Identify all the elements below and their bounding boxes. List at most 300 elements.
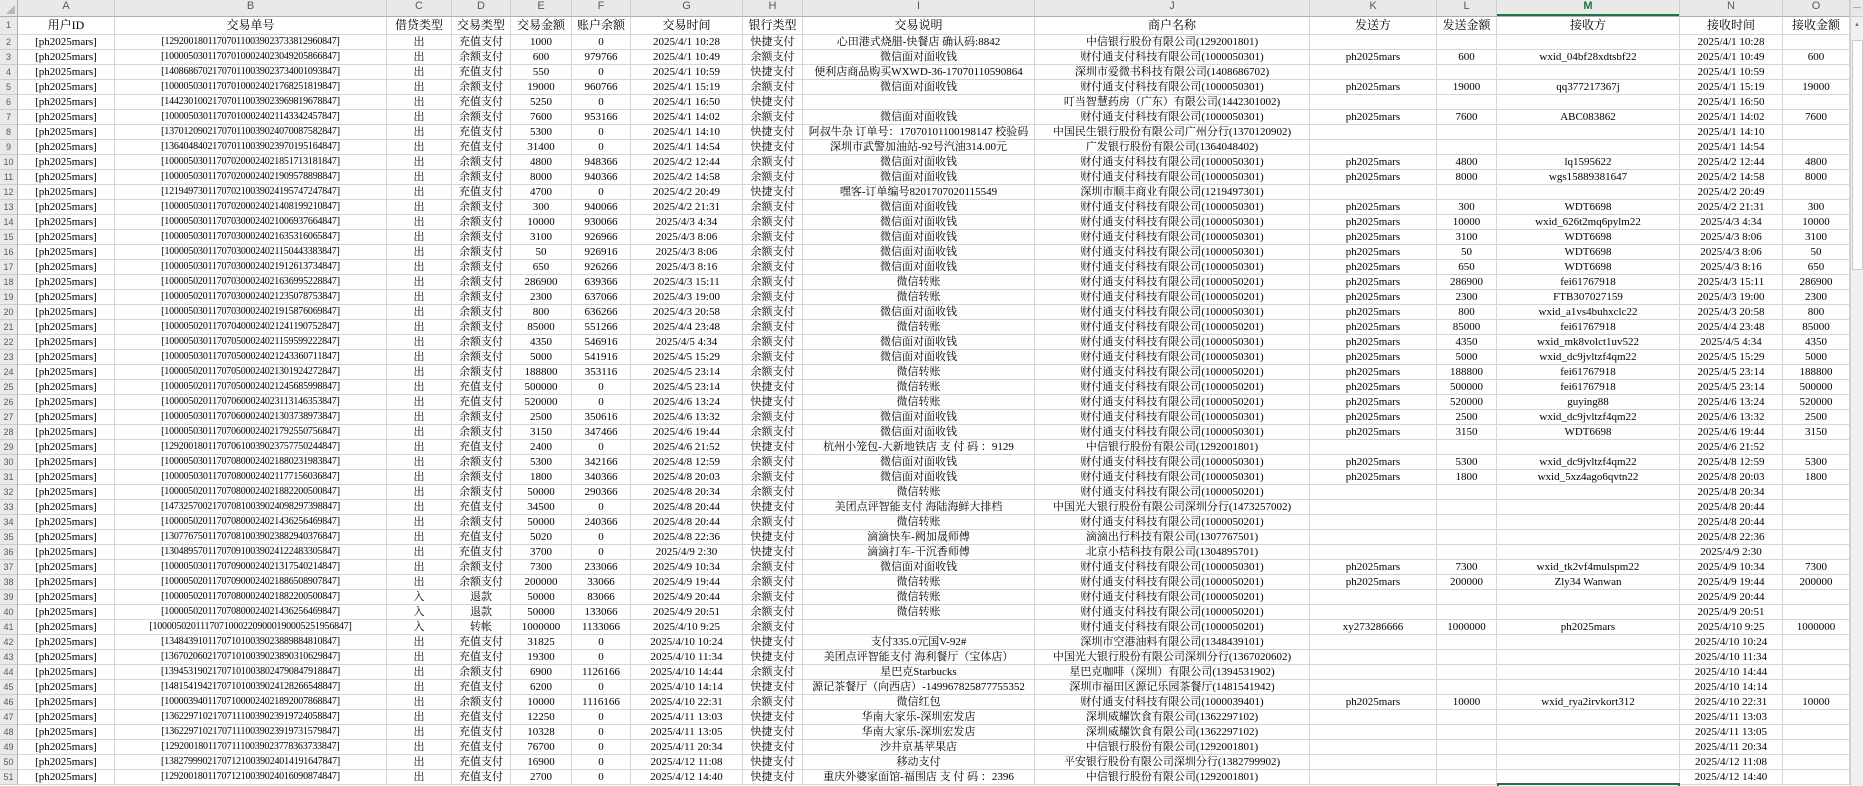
cell-H2[interactable]: 快捷支付 (743, 35, 803, 50)
cell-C15[interactable]: 出 (387, 230, 452, 245)
cell-D47[interactable]: 充值支付 (452, 710, 511, 725)
cell-I46[interactable]: 微信红包 (803, 695, 1035, 710)
cell-C12[interactable]: 出 (387, 185, 452, 200)
cell-H45[interactable]: 快捷支付 (743, 680, 803, 695)
cell-E13[interactable]: 300 (511, 200, 572, 215)
cell-K8[interactable] (1310, 125, 1437, 140)
row-header-25[interactable]: 25 (0, 380, 18, 395)
cell-A41[interactable]: [ph2025mars] (18, 620, 115, 635)
cell-K41[interactable]: xy273286666 (1310, 620, 1437, 635)
cell-A31[interactable]: [ph2025mars] (18, 470, 115, 485)
cell-N46[interactable]: 2025/4/10 22:31 (1680, 695, 1783, 710)
cell-I50[interactable]: 移动支付 (803, 755, 1035, 770)
cell-I42[interactable]: 支付335.0元国V-92# (803, 635, 1035, 650)
cell-J50[interactable]: 平安银行股份有限公司深圳分行(1382799902) (1035, 755, 1310, 770)
cell-L39[interactable] (1437, 590, 1497, 605)
cell-F24[interactable]: 353116 (572, 365, 631, 380)
cell-G41[interactable]: 2025/4/10 9:25 (631, 620, 743, 635)
cell-F47[interactable]: 0 (572, 710, 631, 725)
cell-M21[interactable]: fei61767918 (1497, 320, 1680, 335)
cell-B6[interactable]: [144230100217070110039023969819678847] (115, 95, 387, 110)
cell-M17[interactable]: WDT6698 (1497, 260, 1680, 275)
cell-C6[interactable]: 出 (387, 95, 452, 110)
cell-G43[interactable]: 2025/4/10 11:34 (631, 650, 743, 665)
cell-C10[interactable]: 出 (387, 155, 452, 170)
cell-D21[interactable]: 余额支付 (452, 320, 511, 335)
row-header-42[interactable]: 42 (0, 635, 18, 650)
cell-M36[interactable] (1497, 545, 1680, 560)
cell-A39[interactable]: [ph2025mars] (18, 590, 115, 605)
cell-C36[interactable]: 出 (387, 545, 452, 560)
cell-E47[interactable]: 12250 (511, 710, 572, 725)
cell-E20[interactable]: 800 (511, 305, 572, 320)
cell-E16[interactable]: 50 (511, 245, 572, 260)
cell-N23[interactable]: 2025/4/5 15:29 (1680, 350, 1783, 365)
cell-D16[interactable]: 余额支付 (452, 245, 511, 260)
cell-G31[interactable]: 2025/4/8 20:03 (631, 470, 743, 485)
cell-A42[interactable]: [ph2025mars] (18, 635, 115, 650)
cell-N29[interactable]: 2025/4/6 21:52 (1680, 440, 1783, 455)
cell-B22[interactable]: [100005030117070500024021159599222847] (115, 335, 387, 350)
cell-J4[interactable]: 深圳市爱微书科技有限公司(1408686702) (1035, 65, 1310, 80)
cell-B48[interactable]: [136229710217071110039023919731579847] (115, 725, 387, 740)
cell-O32[interactable] (1783, 485, 1850, 500)
cell-A21[interactable]: [ph2025mars] (18, 320, 115, 335)
cell-E12[interactable]: 4700 (511, 185, 572, 200)
cell-H36[interactable]: 快捷支付 (743, 545, 803, 560)
cell-B34[interactable]: [100005020117070800024021436256469847] (115, 515, 387, 530)
cell-A44[interactable]: [ph2025mars] (18, 665, 115, 680)
cell-O13[interactable]: 300 (1783, 200, 1850, 215)
cell-H16[interactable]: 余额支付 (743, 245, 803, 260)
cell-N21[interactable]: 2025/4/4 23:48 (1680, 320, 1783, 335)
cell-H35[interactable]: 快捷支付 (743, 530, 803, 545)
cell-D18[interactable]: 余额支付 (452, 275, 511, 290)
cell-H21[interactable]: 余额支付 (743, 320, 803, 335)
cell-I9[interactable]: 深圳市武警加油站-92号汽油314.00元 (803, 140, 1035, 155)
cell-M9[interactable] (1497, 140, 1680, 155)
cell-E27[interactable]: 2500 (511, 410, 572, 425)
cell-B35[interactable]: [130776750117070810039023882940376847] (115, 530, 387, 545)
cell-F38[interactable]: 33066 (572, 575, 631, 590)
cell-D45[interactable]: 充值支付 (452, 680, 511, 695)
cell-I40[interactable]: 微信转账 (803, 605, 1035, 620)
cell-E44[interactable]: 6900 (511, 665, 572, 680)
cell-O2[interactable] (1783, 35, 1850, 50)
cell-H8[interactable]: 快捷支付 (743, 125, 803, 140)
cell-C44[interactable]: 出 (387, 665, 452, 680)
cell-G39[interactable]: 2025/4/9 20:44 (631, 590, 743, 605)
cell-O39[interactable] (1783, 590, 1850, 605)
cell-B21[interactable]: [100005020117070400024021241190752847] (115, 320, 387, 335)
cell-G5[interactable]: 2025/4/1 15:19 (631, 80, 743, 95)
cell-A1[interactable]: 用户ID (18, 17, 115, 35)
cell-I19[interactable]: 微信转账 (803, 290, 1035, 305)
cell-L33[interactable] (1437, 500, 1497, 515)
cell-L37[interactable]: 7300 (1437, 560, 1497, 575)
cell-I51[interactable]: 重庆外婆家面馆-福围店 支 付 码 ：2396 (803, 770, 1035, 785)
cell-M29[interactable] (1497, 440, 1680, 455)
cell-K40[interactable] (1310, 605, 1437, 620)
cell-N43[interactable]: 2025/4/10 11:34 (1680, 650, 1783, 665)
cell-K29[interactable] (1310, 440, 1437, 455)
cell-G2[interactable]: 2025/4/1 10:28 (631, 35, 743, 50)
row-header-26[interactable]: 26 (0, 395, 18, 410)
cell-N6[interactable]: 2025/4/1 16:50 (1680, 95, 1783, 110)
cell-D30[interactable]: 余额支付 (452, 455, 511, 470)
cell-H27[interactable]: 余额支付 (743, 410, 803, 425)
cell-M38[interactable]: Zly34 Wanwan (1497, 575, 1680, 590)
cell-A5[interactable]: [ph2025mars] (18, 80, 115, 95)
cell-B28[interactable]: [100005030117070600024021792550756847] (115, 425, 387, 440)
cell-E48[interactable]: 10328 (511, 725, 572, 740)
cell-K26[interactable]: ph2025mars (1310, 395, 1437, 410)
cell-N12[interactable]: 2025/4/2 20:49 (1680, 185, 1783, 200)
cell-B3[interactable]: [100005030117070100024023049205866847] (115, 50, 387, 65)
row-header-47[interactable]: 47 (0, 710, 18, 725)
cell-G28[interactable]: 2025/4/6 19:44 (631, 425, 743, 440)
cell-O1[interactable]: 接收金额 (1783, 17, 1850, 35)
cell-I11[interactable]: 微信面对面收钱 (803, 170, 1035, 185)
cell-F15[interactable]: 926966 (572, 230, 631, 245)
cell-N3[interactable]: 2025/4/1 10:49 (1680, 50, 1783, 65)
cell-J25[interactable]: 财付通支付科技有限公司(1000050201) (1035, 380, 1310, 395)
cell-G33[interactable]: 2025/4/8 20:44 (631, 500, 743, 515)
cell-E14[interactable]: 10000 (511, 215, 572, 230)
cell-G6[interactable]: 2025/4/1 16:50 (631, 95, 743, 110)
cell-L7[interactable]: 7600 (1437, 110, 1497, 125)
cell-F27[interactable]: 350616 (572, 410, 631, 425)
cell-F9[interactable]: 0 (572, 140, 631, 155)
cell-D13[interactable]: 余额支付 (452, 200, 511, 215)
cell-C28[interactable]: 出 (387, 425, 452, 440)
cell-M45[interactable] (1497, 680, 1680, 695)
row-header-14[interactable]: 14 (0, 215, 18, 230)
cell-E39[interactable]: 50000 (511, 590, 572, 605)
cell-F41[interactable]: 1133066 (572, 620, 631, 635)
cell-C34[interactable]: 出 (387, 515, 452, 530)
cell-A25[interactable]: [ph2025mars] (18, 380, 115, 395)
cell-H19[interactable]: 余额支付 (743, 290, 803, 305)
cell-G29[interactable]: 2025/4/6 21:52 (631, 440, 743, 455)
col-header-K[interactable]: K (1310, 0, 1437, 17)
select-all-button[interactable] (0, 0, 18, 17)
cell-M32[interactable] (1497, 485, 1680, 500)
cell-K23[interactable]: ph2025mars (1310, 350, 1437, 365)
cell-A33[interactable]: [ph2025mars] (18, 500, 115, 515)
row-header-46[interactable]: 46 (0, 695, 18, 710)
cell-L43[interactable] (1437, 650, 1497, 665)
cell-B43[interactable]: [136702060217071010039023890310629847] (115, 650, 387, 665)
cell-D23[interactable]: 余额支付 (452, 350, 511, 365)
cell-M14[interactable]: wxid_626t2mq6pylm22 (1497, 215, 1680, 230)
cell-J39[interactable]: 财付通支付科技有限公司(1000050201) (1035, 590, 1310, 605)
cell-I16[interactable]: 微信面对面收钱 (803, 245, 1035, 260)
cell-A36[interactable]: [ph2025mars] (18, 545, 115, 560)
cell-N17[interactable]: 2025/4/3 8:16 (1680, 260, 1783, 275)
cell-M41[interactable]: ph2025mars (1497, 620, 1680, 635)
cell-N27[interactable]: 2025/4/6 13:32 (1680, 410, 1783, 425)
cell-D12[interactable]: 充值支付 (452, 185, 511, 200)
row-header-49[interactable]: 49 (0, 740, 18, 755)
cell-F23[interactable]: 541916 (572, 350, 631, 365)
cell-I15[interactable]: 微信面对面收钱 (803, 230, 1035, 245)
cell-I5[interactable]: 微信面对面收钱 (803, 80, 1035, 95)
row-header-20[interactable]: 20 (0, 305, 18, 320)
row-header-36[interactable]: 36 (0, 545, 18, 560)
cell-L42[interactable] (1437, 635, 1497, 650)
cell-L16[interactable]: 50 (1437, 245, 1497, 260)
cell-O37[interactable]: 7300 (1783, 560, 1850, 575)
cell-I45[interactable]: 源记茶餐厅（向西店）-149967825877755352 (803, 680, 1035, 695)
cell-I24[interactable]: 微信转账 (803, 365, 1035, 380)
cell-F16[interactable]: 926916 (572, 245, 631, 260)
cell-B9[interactable]: [136404840217070110039023970195164847] (115, 140, 387, 155)
cell-F49[interactable]: 0 (572, 740, 631, 755)
cell-L30[interactable]: 5300 (1437, 455, 1497, 470)
cell-C42[interactable]: 出 (387, 635, 452, 650)
cell-N10[interactable]: 2025/4/2 12:44 (1680, 155, 1783, 170)
cell-G51[interactable]: 2025/4/12 14:40 (631, 770, 743, 785)
cell-G37[interactable]: 2025/4/9 10:34 (631, 560, 743, 575)
cell-K1[interactable]: 发送方 (1310, 17, 1437, 35)
cell-I17[interactable]: 微信面对面收钱 (803, 260, 1035, 275)
cell-I43[interactable]: 美团点评智能支付 海利餐厅（宝体店） (803, 650, 1035, 665)
cell-L19[interactable]: 2300 (1437, 290, 1497, 305)
cell-H41[interactable]: 余额支付 (743, 620, 803, 635)
cell-F3[interactable]: 979766 (572, 50, 631, 65)
cell-F6[interactable]: 0 (572, 95, 631, 110)
cell-O12[interactable] (1783, 185, 1850, 200)
cell-E15[interactable]: 3100 (511, 230, 572, 245)
cell-G10[interactable]: 2025/4/2 12:44 (631, 155, 743, 170)
vertical-scrollbar[interactable] (1850, 0, 1863, 786)
cell-D22[interactable]: 余额支付 (452, 335, 511, 350)
row-header-32[interactable]: 32 (0, 485, 18, 500)
cell-F30[interactable]: 342166 (572, 455, 631, 470)
cell-F40[interactable]: 133066 (572, 605, 631, 620)
cell-O25[interactable]: 500000 (1783, 380, 1850, 395)
cell-J26[interactable]: 财付通支付科技有限公司(1000050201) (1035, 395, 1310, 410)
cell-O48[interactable] (1783, 725, 1850, 740)
cell-J3[interactable]: 财付通支付科技有限公司(1000050301) (1035, 50, 1310, 65)
cell-L36[interactable] (1437, 545, 1497, 560)
cell-F25[interactable]: 0 (572, 380, 631, 395)
cell-I8[interactable]: 阿叔牛杂 订单号：17070101100198147 校验码 (803, 125, 1035, 140)
cell-L34[interactable] (1437, 515, 1497, 530)
row-header-37[interactable]: 37 (0, 560, 18, 575)
cell-J49[interactable]: 中信银行股份有限公司(1292001801) (1035, 740, 1310, 755)
cell-G11[interactable]: 2025/4/2 14:58 (631, 170, 743, 185)
cell-G47[interactable]: 2025/4/11 13:03 (631, 710, 743, 725)
col-header-F[interactable]: F (572, 0, 631, 17)
cell-C22[interactable]: 出 (387, 335, 452, 350)
cell-M25[interactable]: fei61767918 (1497, 380, 1680, 395)
cell-H5[interactable]: 余额支付 (743, 80, 803, 95)
row-header-18[interactable]: 18 (0, 275, 18, 290)
cell-O11[interactable]: 8000 (1783, 170, 1850, 185)
cell-K7[interactable]: ph2025mars (1310, 110, 1437, 125)
cell-H1[interactable]: 银行类型 (743, 17, 803, 35)
scrollbar-split-handle[interactable]: — (1851, 0, 1863, 17)
cell-A15[interactable]: [ph2025mars] (18, 230, 115, 245)
cell-L23[interactable]: 5000 (1437, 350, 1497, 365)
cell-K17[interactable]: ph2025mars (1310, 260, 1437, 275)
cell-N19[interactable]: 2025/4/3 19:00 (1680, 290, 1783, 305)
cell-D36[interactable]: 充值支付 (452, 545, 511, 560)
cell-F43[interactable]: 0 (572, 650, 631, 665)
row-header-29[interactable]: 29 (0, 440, 18, 455)
cell-I13[interactable]: 微信面对面收钱 (803, 200, 1035, 215)
cell-A49[interactable]: [ph2025mars] (18, 740, 115, 755)
row-header-35[interactable]: 35 (0, 530, 18, 545)
row-header-1[interactable]: 1 (0, 17, 18, 35)
cell-E4[interactable]: 550 (511, 65, 572, 80)
cell-J16[interactable]: 财付通支付科技有限公司(1000050301) (1035, 245, 1310, 260)
cell-B29[interactable]: [129200180117070610039023757750244847] (115, 440, 387, 455)
cell-D48[interactable]: 充值支付 (452, 725, 511, 740)
cell-C47[interactable]: 出 (387, 710, 452, 725)
cell-A2[interactable]: [ph2025mars] (18, 35, 115, 50)
cell-I37[interactable]: 微信面对面收钱 (803, 560, 1035, 575)
cell-G38[interactable]: 2025/4/9 19:44 (631, 575, 743, 590)
row-header-28[interactable]: 28 (0, 425, 18, 440)
cell-F20[interactable]: 636266 (572, 305, 631, 320)
cell-J23[interactable]: 财付通支付科技有限公司(1000050301) (1035, 350, 1310, 365)
cell-B37[interactable]: [100005030117070900024021317540214847] (115, 560, 387, 575)
cell-N51[interactable]: 2025/4/12 14:40 (1680, 770, 1783, 785)
cell-L13[interactable]: 300 (1437, 200, 1497, 215)
cell-L4[interactable] (1437, 65, 1497, 80)
cell-D32[interactable]: 余额支付 (452, 485, 511, 500)
cell-A14[interactable]: [ph2025mars] (18, 215, 115, 230)
cell-H29[interactable]: 快捷支付 (743, 440, 803, 455)
cell-G23[interactable]: 2025/4/5 15:29 (631, 350, 743, 365)
cell-N14[interactable]: 2025/4/3 4:34 (1680, 215, 1783, 230)
cell-I48[interactable]: 华南大家乐-深圳宏发店 (803, 725, 1035, 740)
cell-N18[interactable]: 2025/4/3 15:11 (1680, 275, 1783, 290)
cell-B18[interactable]: [100005020117070300024021636995228847] (115, 275, 387, 290)
cell-D1[interactable]: 交易类型 (452, 17, 511, 35)
cell-G45[interactable]: 2025/4/10 14:14 (631, 680, 743, 695)
cell-B13[interactable]: [100005030117070200024021408199210847] (115, 200, 387, 215)
cell-J14[interactable]: 财付通支付科技有限公司(1000050301) (1035, 215, 1310, 230)
cell-K36[interactable] (1310, 545, 1437, 560)
cell-H34[interactable]: 余额支付 (743, 515, 803, 530)
cell-J36[interactable]: 北京小桔科技有限公司(1304895701) (1035, 545, 1310, 560)
cell-D34[interactable]: 余额支付 (452, 515, 511, 530)
cell-M3[interactable]: wxid_04bf28xdtsbf22 (1497, 50, 1680, 65)
cell-A11[interactable]: [ph2025mars] (18, 170, 115, 185)
cell-J6[interactable]: 叮当智慧药房（广东）有限公司(1442301002) (1035, 95, 1310, 110)
cell-G1[interactable]: 交易时间 (631, 17, 743, 35)
cell-J20[interactable]: 财付通支付科技有限公司(1000050301) (1035, 305, 1310, 320)
cell-L17[interactable]: 650 (1437, 260, 1497, 275)
cell-E30[interactable]: 5300 (511, 455, 572, 470)
cell-E17[interactable]: 650 (511, 260, 572, 275)
cell-K44[interactable] (1310, 665, 1437, 680)
row-header-41[interactable]: 41 (0, 620, 18, 635)
cell-H11[interactable]: 余额支付 (743, 170, 803, 185)
cell-E36[interactable]: 3700 (511, 545, 572, 560)
cell-L6[interactable] (1437, 95, 1497, 110)
cell-C39[interactable]: 入 (387, 590, 452, 605)
cell-L26[interactable]: 520000 (1437, 395, 1497, 410)
cell-J12[interactable]: 深圳市顺丰商业有限公司(1219497301) (1035, 185, 1310, 200)
cell-E40[interactable]: 50000 (511, 605, 572, 620)
cell-C45[interactable]: 出 (387, 680, 452, 695)
cell-I49[interactable]: 沙井京基苹果店 (803, 740, 1035, 755)
cell-F33[interactable]: 0 (572, 500, 631, 515)
cell-H14[interactable]: 余额支付 (743, 215, 803, 230)
cell-F7[interactable]: 953166 (572, 110, 631, 125)
cell-B20[interactable]: [100005030117070300024021915876069847] (115, 305, 387, 320)
cell-L31[interactable]: 1800 (1437, 470, 1497, 485)
cell-F50[interactable]: 0 (572, 755, 631, 770)
cell-B47[interactable]: [136229710217071110039023919724058847] (115, 710, 387, 725)
cell-M26[interactable]: guying88 (1497, 395, 1680, 410)
cell-O41[interactable]: 1000000 (1783, 620, 1850, 635)
cell-O17[interactable]: 650 (1783, 260, 1850, 275)
cell-M15[interactable]: WDT6698 (1497, 230, 1680, 245)
row-header-27[interactable]: 27 (0, 410, 18, 425)
cell-C43[interactable]: 出 (387, 650, 452, 665)
cell-J41[interactable]: 财付通支付科技有限公司(1000050201) (1035, 620, 1310, 635)
cell-E34[interactable]: 50000 (511, 515, 572, 530)
cell-H20[interactable]: 余额支付 (743, 305, 803, 320)
cell-E8[interactable]: 5300 (511, 125, 572, 140)
cell-E49[interactable]: 76700 (511, 740, 572, 755)
cell-J33[interactable]: 中国光大银行股份有限公司深圳分行(1473257002) (1035, 500, 1310, 515)
cell-K2[interactable] (1310, 35, 1437, 50)
cell-K12[interactable] (1310, 185, 1437, 200)
cell-K10[interactable]: ph2025mars (1310, 155, 1437, 170)
cell-E41[interactable]: 1000000 (511, 620, 572, 635)
cell-B12[interactable]: [121949730117070210039024195747247847] (115, 185, 387, 200)
cell-I20[interactable]: 微信面对面收钱 (803, 305, 1035, 320)
cell-D41[interactable]: 转帐 (452, 620, 511, 635)
cell-F26[interactable]: 0 (572, 395, 631, 410)
cell-H6[interactable]: 快捷支付 (743, 95, 803, 110)
cell-K11[interactable]: ph2025mars (1310, 170, 1437, 185)
cell-C30[interactable]: 出 (387, 455, 452, 470)
cell-A23[interactable]: [ph2025mars] (18, 350, 115, 365)
cell-A30[interactable]: [ph2025mars] (18, 455, 115, 470)
cell-J24[interactable]: 财付通支付科技有限公司(1000050201) (1035, 365, 1310, 380)
cell-F8[interactable]: 0 (572, 125, 631, 140)
cell-M31[interactable]: wxid_5xz4ago6qvtn22 (1497, 470, 1680, 485)
cell-D44[interactable]: 余额支付 (452, 665, 511, 680)
cell-H38[interactable]: 余额支付 (743, 575, 803, 590)
cell-K38[interactable]: ph2025mars (1310, 575, 1437, 590)
cell-L2[interactable] (1437, 35, 1497, 50)
cell-M43[interactable] (1497, 650, 1680, 665)
cell-F5[interactable]: 960766 (572, 80, 631, 95)
cell-C2[interactable]: 出 (387, 35, 452, 50)
cell-H51[interactable]: 快捷支付 (743, 770, 803, 785)
cell-I39[interactable]: 微信转账 (803, 590, 1035, 605)
cell-M30[interactable]: wxid_dc9jvltzf4qm22 (1497, 455, 1680, 470)
cell-B8[interactable]: [137012090217070110039024070087582847] (115, 125, 387, 140)
cell-F45[interactable]: 0 (572, 680, 631, 695)
row-header-48[interactable]: 48 (0, 725, 18, 740)
cell-M47[interactable] (1497, 710, 1680, 725)
cell-A46[interactable]: [ph2025mars] (18, 695, 115, 710)
cell-N24[interactable]: 2025/4/5 23:14 (1680, 365, 1783, 380)
cell-F42[interactable]: 0 (572, 635, 631, 650)
cell-O31[interactable]: 1800 (1783, 470, 1850, 485)
row-header-12[interactable]: 12 (0, 185, 18, 200)
